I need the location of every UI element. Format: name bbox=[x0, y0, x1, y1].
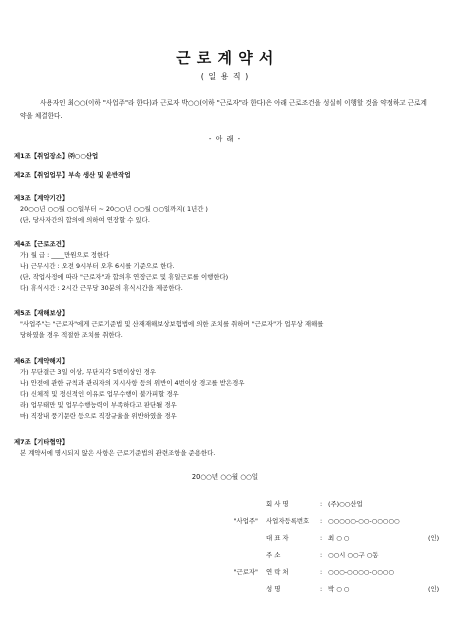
article-line: 다) 신체적 및 정신적인 이유로 업무수행이 불가피할 경우 bbox=[20, 390, 179, 398]
intro-paragraph: 사용자인 최○○(이하 "사업주"라 한다)과 근로자 박○○(이하 "근로자"라 한다)은 아래 근로조건을 성실히 이행할 것을 약정하고 근로계약을 체결한다. bbox=[20, 99, 427, 120]
seal-mark: (인) bbox=[428, 585, 440, 593]
employer-party-label: "사업주" bbox=[233, 517, 258, 525]
employee-party-label: "근로자" bbox=[233, 568, 258, 576]
article-line: (단, 작업사정에 따라 "근로자"과 합의후 연장근로 및 휴일근로를 이행한다) bbox=[20, 273, 229, 281]
article-line: (단, 당사자간의 합의에 의하여 연장할 수 있다. bbox=[20, 216, 150, 224]
center-mark: - 아 래 - bbox=[208, 135, 242, 143]
article-heading: 제7조【기타협약】 bbox=[14, 438, 69, 446]
article-line: 나) 안전에 관한 규칙과 관리자의 지시사항 등의 위반이 4번이상 경고를 받은경우 bbox=[20, 379, 245, 387]
signature-row: 주 소 : ○○시 ○○구 ○동 bbox=[200, 546, 446, 563]
article-line: 마) 직장내 풍기문란 등으로 직장규율을 위반하였을 경우 bbox=[20, 412, 177, 420]
signature-label: 주 소 bbox=[266, 551, 281, 559]
article-heading: 제6조【계약해지】 bbox=[14, 357, 69, 365]
signature-row: 회 사 명 : (주)○○산업 bbox=[200, 495, 446, 512]
signature-value: 박 ○ ○ bbox=[328, 585, 350, 593]
signature-label: 사업자등록번호 bbox=[266, 517, 310, 525]
signature-label: 성 명 bbox=[266, 585, 281, 593]
signature-row: 성 명 : 박 ○ ○ (인) bbox=[200, 580, 446, 597]
signature-row: "근로자" 연 락 처 : ○○○-○○○○-○○○○ bbox=[200, 563, 446, 580]
article-heading: 제4조【근로조건】 bbox=[14, 240, 69, 248]
signature-row: 대 표 자 : 최 ○ ○ (인) bbox=[200, 529, 446, 546]
article-line: 당하였을 경우 적절한 조치를 취한다. bbox=[20, 331, 123, 339]
article-line: 가) 월 급 : ____만원으로 정한다 bbox=[20, 251, 110, 259]
seal-mark: (인) bbox=[428, 534, 440, 542]
article-heading: 제3조【계약기간】 bbox=[14, 194, 69, 202]
signature-label: 대 표 자 bbox=[266, 534, 289, 542]
article-line: "사업주"는 "근로자"에게 근로기준법 및 산재재해보상보험법에 의한 조치를 취하며 "근로자"가 업무상 재해를 bbox=[20, 320, 324, 328]
article-5 bbox=[14, 308, 434, 341]
signature-value: ○○○-○○○○-○○○○ bbox=[328, 567, 394, 576]
signature-label: 회 사 명 bbox=[266, 500, 289, 508]
article-heading: 제5조【재해보상】 bbox=[14, 309, 69, 317]
article-4 bbox=[14, 239, 434, 294]
article-3 bbox=[14, 193, 434, 226]
article-line: 가) 무단결근 3일 이상, 무단지각 5번이상인 경우 bbox=[20, 368, 156, 376]
contract-date: 20○○년 ○○월 ○○일 bbox=[191, 473, 259, 481]
signature-label: 연 락 처 bbox=[266, 568, 289, 576]
signature-value: (주)○○산업 bbox=[328, 500, 363, 508]
article-line: 나) 근무시간 : 오전 9시부터 오후 6시를 기준으로 한다. bbox=[20, 262, 175, 270]
article-line: 20○○년 ○○월 ○○일부터 ~ 20○○년 ○○월 ○○일까지( 1년간 ) bbox=[20, 205, 208, 213]
article-6 bbox=[14, 356, 434, 422]
signature-value: 최 ○ ○ bbox=[328, 534, 350, 542]
article-1 bbox=[14, 151, 434, 162]
article-7 bbox=[14, 437, 434, 459]
article-line: 본 계약서에 명시되지 않은 사항은 근로기준법의 관련조항을 준용한다. bbox=[20, 449, 216, 457]
signature-row: "사업주" 사업자등록번호 : ○○○○○-○○-○○○○○ bbox=[200, 512, 446, 529]
article-line: 다) 휴식시간 : 2시간 근무당 30분의 휴식시간을 제공한다. bbox=[20, 284, 183, 292]
article-heading: 제2조【취업업무】부속 생산 및 운반작업 bbox=[14, 171, 131, 179]
document-title: 근 로 계 약 서 bbox=[176, 49, 274, 67]
signature-block bbox=[200, 495, 446, 597]
signature-value: ○○시 ○○구 ○동 bbox=[328, 551, 379, 559]
article-heading: 제1조【취업장소】㈜○○산업 bbox=[14, 152, 99, 160]
article-line: 라) 업무태만 및 업무수행능력이 부족하다고 판단될 경우 bbox=[20, 401, 177, 409]
signature-value: ○○○○○-○○-○○○○○ bbox=[328, 516, 400, 525]
document-subtitle: ( 일 용 직 ) bbox=[200, 72, 250, 81]
article-2 bbox=[14, 170, 434, 181]
